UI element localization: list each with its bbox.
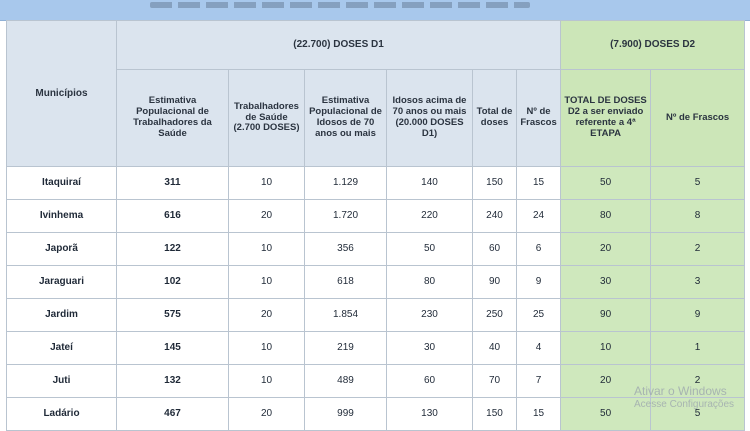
cell-municipio: Itaquiraí xyxy=(7,167,117,200)
vaccine-distribution-table xyxy=(6,20,745,431)
cell-total-doses-d2: 90 xyxy=(561,299,651,332)
cell-est-idosos: 618 xyxy=(305,266,387,299)
cell-municipio: Ivinhema xyxy=(7,200,117,233)
cell-frascos-d1: 24 xyxy=(517,200,561,233)
cell-est-trabalhadores: 102 xyxy=(117,266,229,299)
cell-total-doses: 70 xyxy=(473,365,517,398)
cell-est-idosos: 999 xyxy=(305,398,387,431)
cell-total-doses-d2: 10 xyxy=(561,332,651,365)
cell-municipio: Jateí xyxy=(7,332,117,365)
cell-frascos-d2: 5 xyxy=(651,167,745,200)
cell-frascos-d1: 15 xyxy=(517,398,561,431)
cell-total-doses: 40 xyxy=(473,332,517,365)
cell-trabalhadores-saude: 10 xyxy=(229,365,305,398)
cell-est-idosos: 1.720 xyxy=(305,200,387,233)
cell-idosos-70: 30 xyxy=(387,332,473,365)
cell-total-doses: 150 xyxy=(473,167,517,200)
header-doses-d2: (7.900) DOSES D2 xyxy=(561,21,745,70)
cell-idosos-70: 130 xyxy=(387,398,473,431)
table-row xyxy=(7,266,745,299)
cell-municipio: Juti xyxy=(7,365,117,398)
cell-est-trabalhadores: 575 xyxy=(117,299,229,332)
cell-frascos-d2: 2 xyxy=(651,365,745,398)
cell-trabalhadores-saude: 20 xyxy=(229,299,305,332)
header-total-doses: Total de doses xyxy=(473,70,517,167)
cell-est-trabalhadores: 122 xyxy=(117,233,229,266)
cell-total-doses: 150 xyxy=(473,398,517,431)
cell-est-idosos: 1.854 xyxy=(305,299,387,332)
table-row xyxy=(7,233,745,266)
header-municipios: Municípios xyxy=(7,21,117,167)
header-frascos-d1: Nº de Frascos xyxy=(517,70,561,167)
cell-municipio: Jaraguari xyxy=(7,266,117,299)
cell-frascos-d1: 9 xyxy=(517,266,561,299)
header-idosos-70: Idosos acima de 70 anos ou mais (20.000 DOSES D1) xyxy=(387,70,473,167)
windows-activation-watermark xyxy=(634,384,734,410)
cell-idosos-70: 50 xyxy=(387,233,473,266)
cell-total-doses: 90 xyxy=(473,266,517,299)
cell-total-doses-d2: 20 xyxy=(561,233,651,266)
cell-est-trabalhadores: 132 xyxy=(117,365,229,398)
cell-frascos-d2: 3 xyxy=(651,266,745,299)
cell-est-trabalhadores: 467 xyxy=(117,398,229,431)
cell-total-doses-d2: 20 xyxy=(561,365,651,398)
cell-municipio: Jardim xyxy=(7,299,117,332)
cell-est-trabalhadores: 311 xyxy=(117,167,229,200)
header-doses-d1: (22.700) DOSES D1 xyxy=(117,21,561,70)
table-row xyxy=(7,200,745,233)
top-banner xyxy=(0,0,750,21)
cell-idosos-70: 80 xyxy=(387,266,473,299)
header-est-idosos: Estimativa Populacional de Idosos de 70 anos ou mais xyxy=(305,70,387,167)
cell-frascos-d1: 4 xyxy=(517,332,561,365)
header-frascos-d2: Nº de Frascos xyxy=(651,70,745,167)
cell-total-doses: 240 xyxy=(473,200,517,233)
table-row xyxy=(7,299,745,332)
cell-frascos-d1: 15 xyxy=(517,167,561,200)
cell-total-doses: 60 xyxy=(473,233,517,266)
cell-trabalhadores-saude: 10 xyxy=(229,233,305,266)
table-row xyxy=(7,332,745,365)
cell-frascos-d1: 25 xyxy=(517,299,561,332)
cell-est-trabalhadores: 145 xyxy=(117,332,229,365)
cell-frascos-d2: 8 xyxy=(651,200,745,233)
cell-municipio: Ladário xyxy=(7,398,117,431)
table-row xyxy=(7,167,745,200)
cell-frascos-d2: 5 xyxy=(651,398,745,431)
cell-total-doses-d2: 80 xyxy=(561,200,651,233)
cell-total-doses: 250 xyxy=(473,299,517,332)
cell-total-doses-d2: 50 xyxy=(561,398,651,431)
cell-frascos-d1: 7 xyxy=(517,365,561,398)
cell-idosos-70: 220 xyxy=(387,200,473,233)
blurred-title xyxy=(150,2,530,8)
cell-est-idosos: 489 xyxy=(305,365,387,398)
cell-est-idosos: 219 xyxy=(305,332,387,365)
watermark-line2: Acesse Configurações xyxy=(634,399,735,410)
cell-municipio: Japorã xyxy=(7,233,117,266)
cell-idosos-70: 230 xyxy=(387,299,473,332)
header-trabalhadores-saude: Trabalhadores de Saúde (2.700 DOSES) xyxy=(229,70,305,167)
cell-est-idosos: 1.129 xyxy=(305,167,387,200)
header-est-trabalhadores: Estimativa Populacional de Trabalhadores da Saúde xyxy=(117,70,229,167)
watermark-line1: Ativar o Windows xyxy=(634,384,727,398)
cell-frascos-d2: 9 xyxy=(651,299,745,332)
cell-frascos-d1: 6 xyxy=(517,233,561,266)
cell-est-idosos: 356 xyxy=(305,233,387,266)
cell-trabalhadores-saude: 10 xyxy=(229,266,305,299)
cell-est-trabalhadores: 616 xyxy=(117,200,229,233)
cell-idosos-70: 140 xyxy=(387,167,473,200)
cell-frascos-d2: 1 xyxy=(651,332,745,365)
cell-total-doses-d2: 50 xyxy=(561,167,651,200)
cell-trabalhadores-saude: 10 xyxy=(229,167,305,200)
header-total-doses-d2: TOTAL DE DOSES D2 a ser enviado referente a 4ª ETAPA xyxy=(561,70,651,167)
cell-trabalhadores-saude: 20 xyxy=(229,200,305,233)
cell-trabalhadores-saude: 20 xyxy=(229,398,305,431)
cell-trabalhadores-saude: 10 xyxy=(229,332,305,365)
cell-frascos-d2: 2 xyxy=(651,233,745,266)
cell-idosos-70: 60 xyxy=(387,365,473,398)
cell-total-doses-d2: 30 xyxy=(561,266,651,299)
